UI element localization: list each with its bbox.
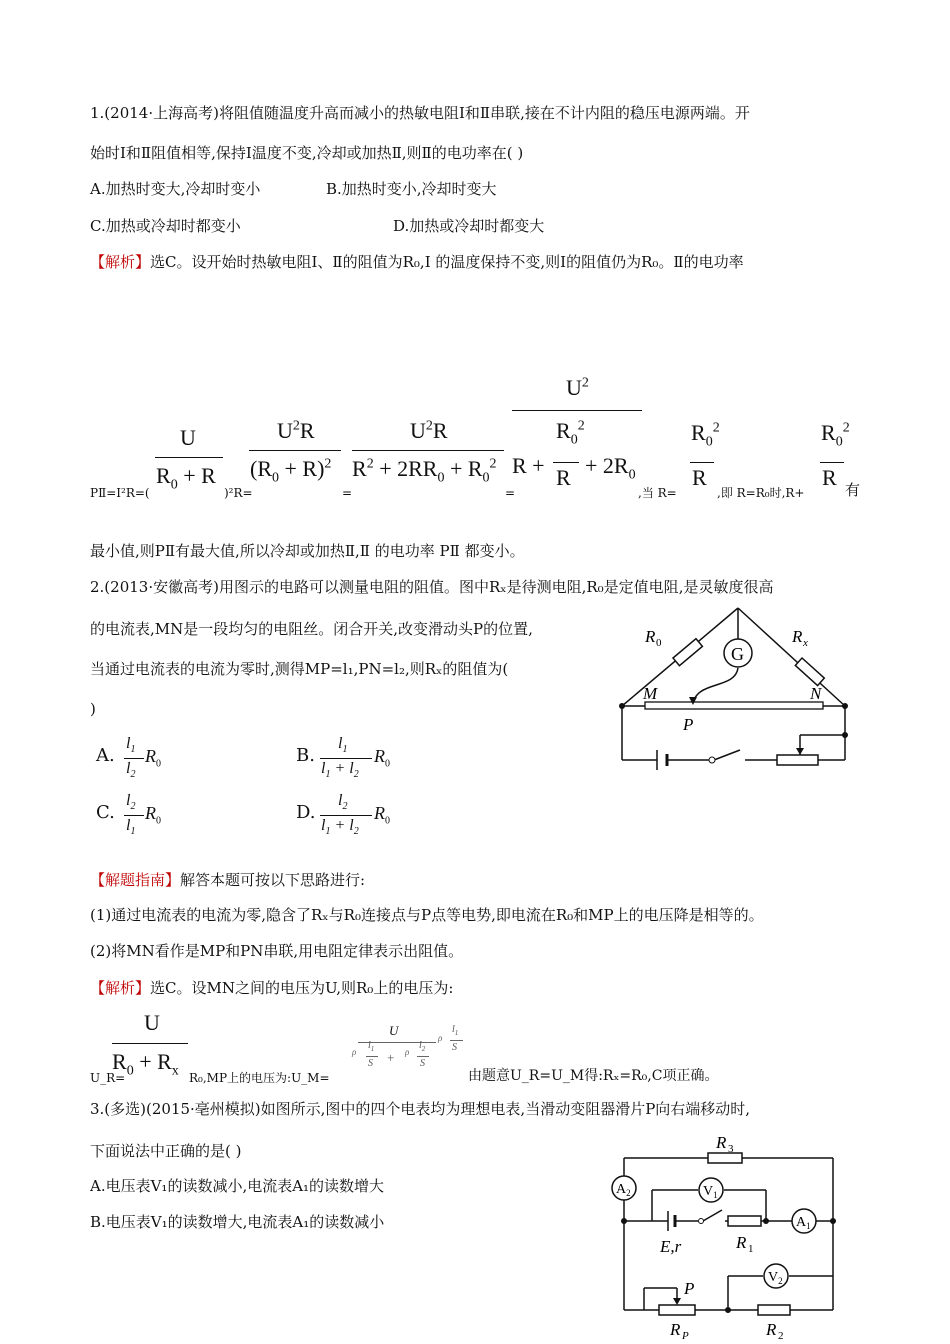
svg-text:G: G [731,644,744,664]
svg-text:P: P [683,715,694,734]
svg-text:P: P [682,1330,689,1342]
svg-text:x: x [803,637,808,649]
guide-tag: 【解题指南】 [90,871,181,889]
when-clause-2: ,即 R=R₀时,R+ [717,486,805,500]
guide-text: 解答本题可按以下思路进行: [180,871,366,889]
q2-guide-step1: (1)通过电流表的电流为零,隐含了Rₓ与R₀连接点与P点等电势,即电流在R₀和MP上的电压降是相等的。 [90,906,764,924]
equals-1: = [342,486,353,500]
q2-guide-step2: (2)将MN看作是MP和PN串联,用电阻定律表示出阻值。 [90,942,464,960]
q1-option-c: C.加热或冷却时都变小 [90,217,241,235]
q1-analysis [90,252,744,272]
svg-text:A2: $A_2$ [616,1182,631,1198]
svg-text:V1: $V_1$ [703,1184,718,1200]
q3-stem-line1: 3.(多选)(2015·亳州模拟)如图所示,图中的四个电表均为理想电表,当滑动变阻器滑片P向右端移动时, [90,1100,751,1118]
mn-resistance-wire [645,702,823,709]
r1-resistor [728,1216,761,1226]
svg-text:3: 3 [728,1143,734,1155]
q2-result: 由题意U_R=U_M得:Rₓ=R₀,C项正确。 [468,1068,719,1084]
formula-prefix: PⅡ=I²R=( [90,486,150,500]
q2-guide [90,870,365,890]
r0-resistor [673,639,702,666]
ur-label: U_R= [90,1071,126,1085]
q2-analysis [90,978,453,998]
q3-stem-line2: 下面说法中正确的是( ) [90,1142,242,1160]
svg-text:R: R [766,1320,777,1339]
analysis-text: 选C。设MN之间的电压为U,则R₀上的电压为: [150,979,454,997]
q3-circuit-diagram [608,1128,848,1344]
formula-squared: )²R= [224,486,253,500]
r2-resistor [758,1305,790,1315]
mp-voltage-label: R₀,MP上的电压为:U_M= [189,1071,330,1085]
q3-option-b: B.电压表V₁的读数增大,电流表A₁的读数减小 [90,1213,385,1231]
q1-option-a: A.加热时变大,冷却时变小 [90,180,261,198]
equals-2: = [505,486,516,500]
svg-text:R: R [670,1320,681,1339]
rheostat [777,755,818,765]
svg-text:A1: $A_1$ [796,1215,811,1231]
svg-text:0: 0 [656,637,662,649]
when-clause: ,当 R= [638,486,677,500]
svg-text:P: P [684,1279,695,1298]
rx-resistor [795,658,824,686]
q1-stem-line1: 1.(2014·上海高考)将阻值随温度升高而减小的热敏电阻Ⅰ和Ⅱ串联,接在不计内阻的稳压电源两端。开 [90,104,750,122]
svg-text:M: M [643,684,658,703]
svg-text:2: 2 [778,1330,784,1342]
svg-text:1: 1 [748,1243,754,1255]
q1-conclusion: 最小值,则PⅡ有最大值,所以冷却或加热Ⅱ,Ⅱ 的电功率 PⅡ 都变小。 [90,542,525,560]
q1-stem-line2: 始时Ⅰ和Ⅱ阻值相等,保持Ⅰ温度不变,冷却或加热Ⅱ,则Ⅱ的电功率在( ) [90,144,524,162]
svg-text:V2: $V_2$ [768,1270,783,1286]
svg-text:R: R [716,1133,727,1152]
svg-text:R: R [645,627,656,646]
q2-stem-line2: 的电流表,MN是一段均匀的电阻丝。闭合开关,改变滑动头P的位置, [90,620,533,638]
q1-option-d: D.加热或冷却时都变大 [393,217,545,235]
q1-option-b: B.加热时变小,冷却时变大 [326,180,497,198]
q2-stem-line3: 当通过电流表的电流为零时,测得MP=l₁,PN=l₂,则Rₓ的阻值为( [90,660,509,678]
has-text: 有 [845,481,861,499]
svg-text:R: R [736,1233,747,1252]
r3-resistor [708,1153,742,1163]
analysis-tag: 【解析】 [90,979,151,997]
q2-stem-line1: 2.(2013·安徽高考)用图示的电路可以测量电阻的阻值。图中Rₓ是待测电阻,R₀是定值电阻,是灵敏度很高 [90,578,774,596]
q2-circuit-diagram [605,600,865,780]
analysis-tag: 【解析】 [90,253,151,271]
q2-stem-line4: ) [90,700,96,718]
svg-text:N: N [810,684,822,703]
svg-text:R: R [792,627,803,646]
analysis-text: 选C。设开始时热敏电阻Ⅰ、Ⅱ的阻值为R₀,Ⅰ 的温度保持不变,则Ⅰ的阻值仍为R₀。Ⅱ的电功率 [150,253,744,271]
svg-text:E,r: E,r [660,1237,682,1256]
rp-rheostat [659,1305,695,1315]
q3-option-a: A.电压表V₁的读数减小,电流表A₁的读数增大 [90,1177,385,1195]
